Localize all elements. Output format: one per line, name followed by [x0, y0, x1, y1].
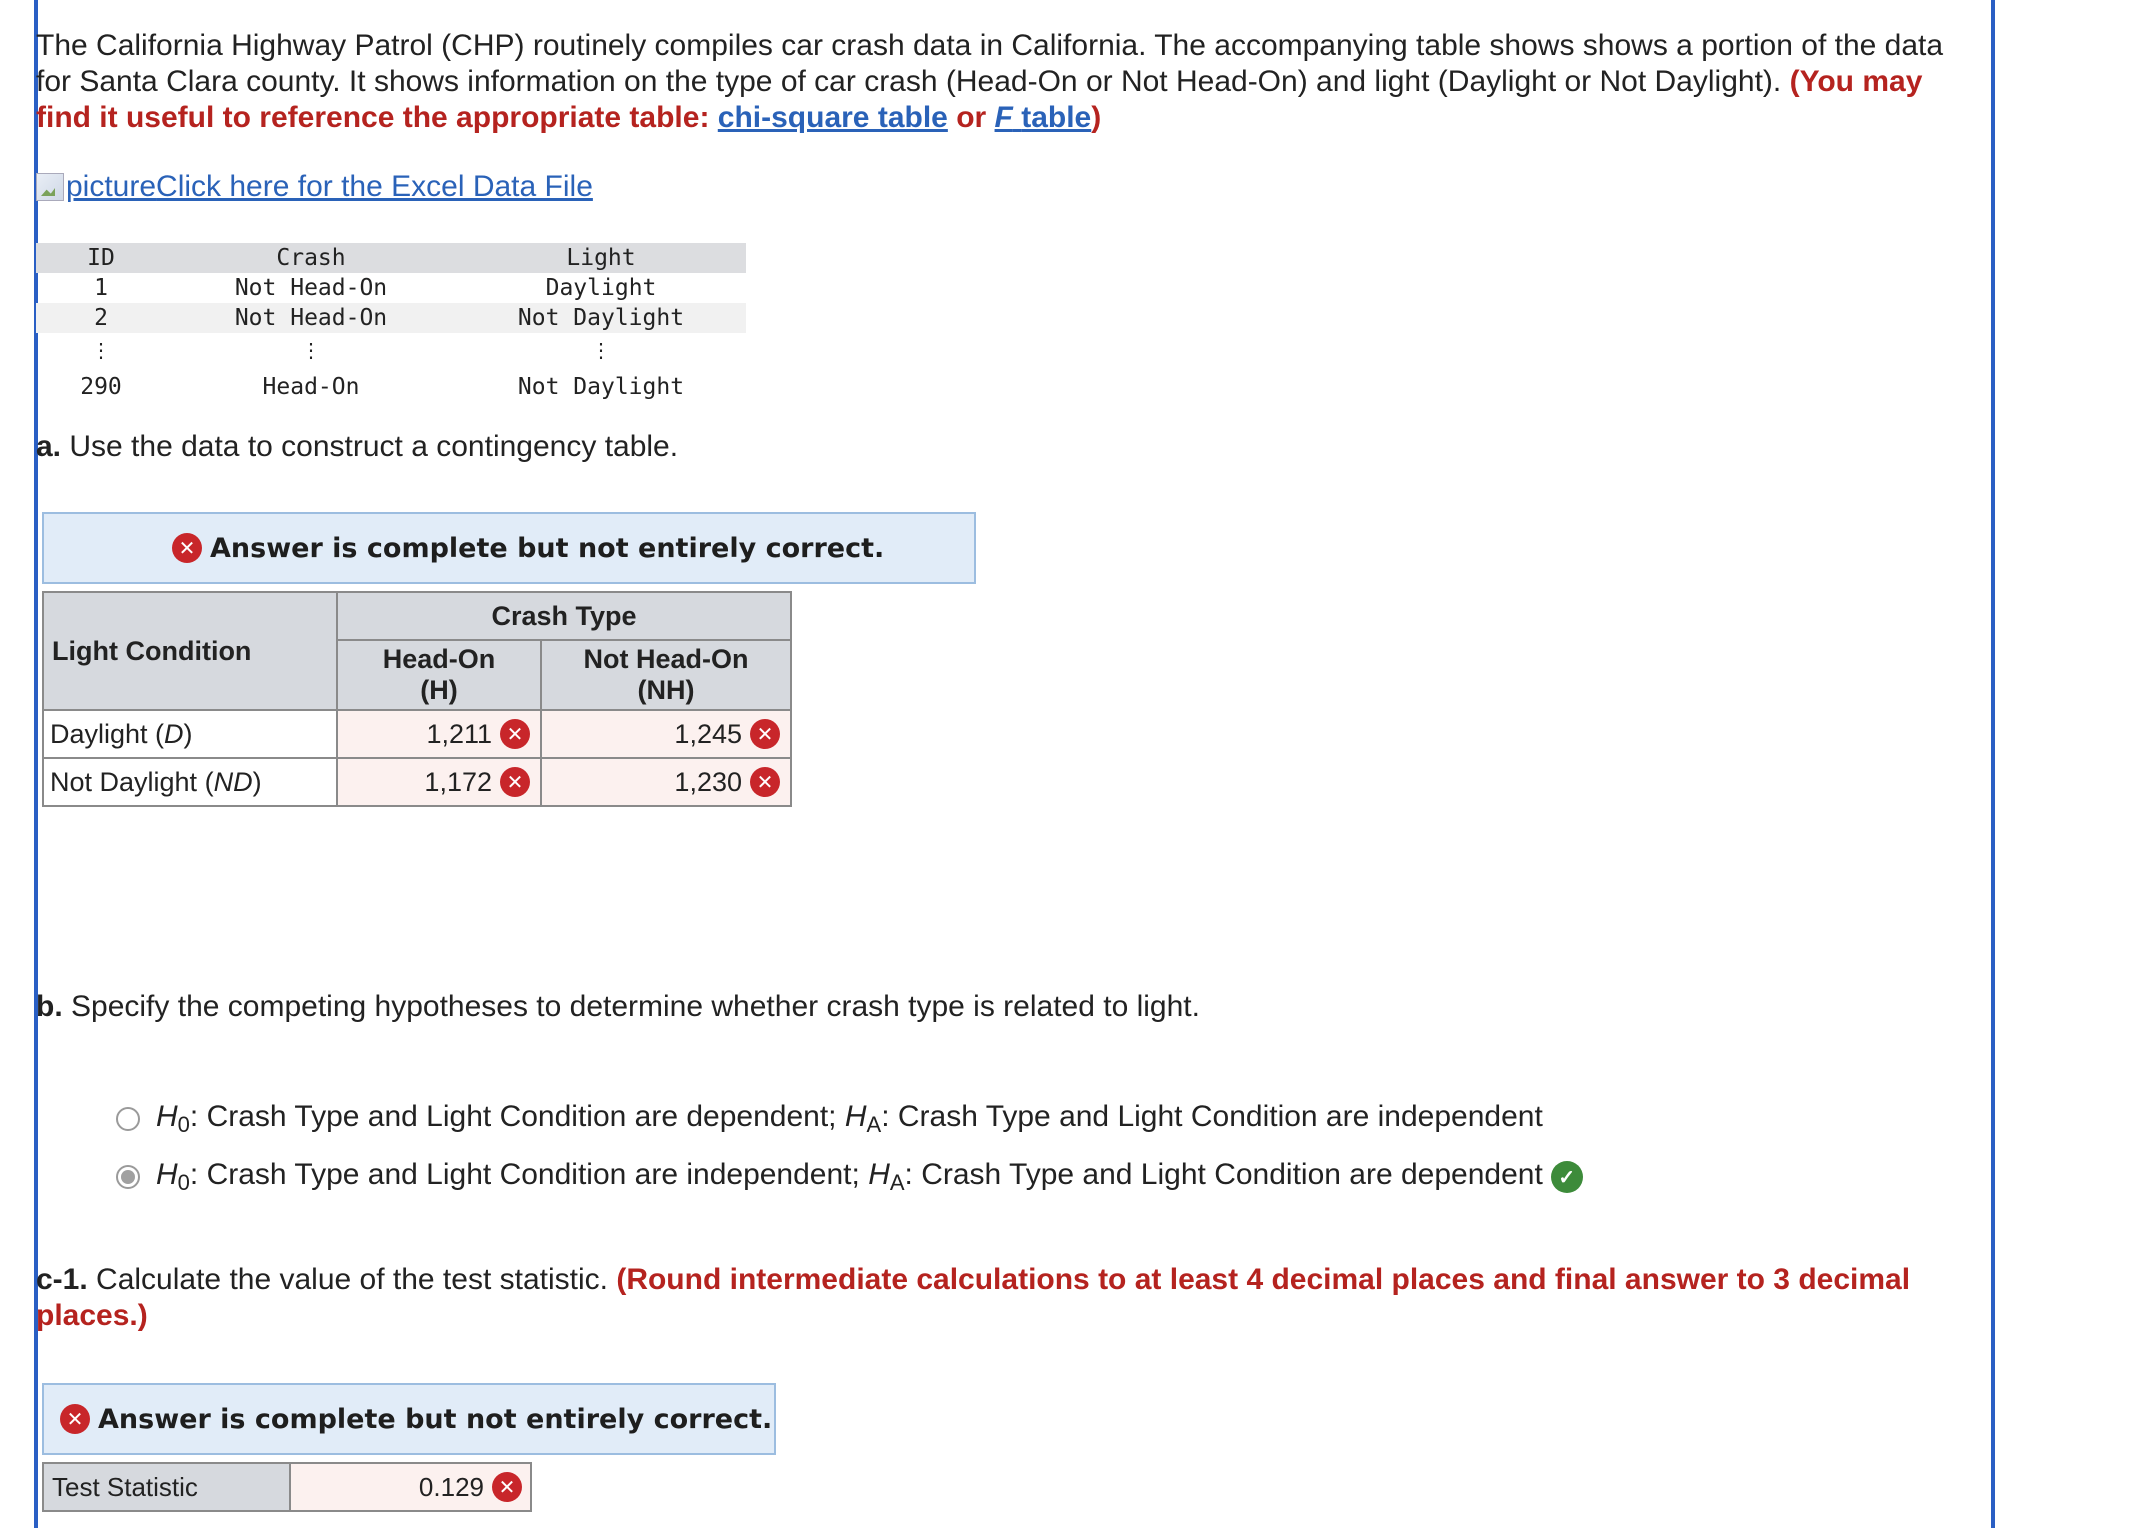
banner-text: Answer is complete but not entirely correct. [210, 532, 885, 564]
excel-link-label: Click here for the Excel Data File [156, 170, 593, 203]
not-head-on-abbr: (NH) [637, 675, 695, 705]
table-row [43, 710, 791, 758]
f-table-link-text: table [1021, 101, 1092, 134]
radio-button-selected[interactable] [116, 1165, 140, 1189]
cell-value: 1,211 [426, 718, 492, 749]
row-label-not-daylight: Not Daylight (ND) [43, 758, 337, 806]
part-c1-note: (Round intermediate calculations to at least 4 decimal places and final answer to 3 decimal places.) [36, 1263, 1911, 1332]
radio-button[interactable] [116, 1107, 140, 1131]
cell-id: 1 [94, 275, 108, 301]
answer-cell-d-h[interactable] [337, 710, 541, 758]
test-statistic-input[interactable] [290, 1463, 531, 1511]
x-circle-icon: ✕ [492, 1472, 522, 1502]
answer-cell-nd-h[interactable] [337, 758, 541, 806]
table-row [43, 758, 791, 806]
cell-id: 290 [80, 374, 122, 400]
table-row [43, 1463, 531, 1511]
cell-value: 1,245 [674, 718, 742, 749]
sample-data-table [36, 243, 746, 407]
cell-value: 1,230 [674, 766, 742, 797]
hypothesis-options [116, 1090, 1583, 1206]
intro-text: The California Highway Patrol (CHP) routinely compiles car crash data in California. The accompanying table shows shows a portion of the data for Santa Clara county. It shows information on the type of car crash (Head-On or Not Head-On) and light (Daylight or Not Daylight). [36, 29, 1944, 98]
part-c1-text: Calculate the value of the test statistic. [96, 1263, 608, 1296]
cell-crash: Not Head-On [234, 275, 388, 301]
excel-image-alt: picture [66, 170, 157, 203]
h0-subscript: 0 [177, 1170, 190, 1195]
h0-subscript: 0 [177, 1112, 190, 1137]
table-row [36, 303, 746, 333]
frame-right-border [1991, 0, 1995, 1528]
x-circle-icon: ✕ [500, 719, 530, 749]
table-row [36, 273, 746, 303]
ha-text: Crash Type and Light Condition are independent [897, 1100, 1543, 1133]
ha-symbol: H [868, 1158, 890, 1191]
table-header-row [36, 243, 746, 273]
header-crash: Crash [166, 243, 456, 273]
h0-text: Crash Type and Light Condition are independent; [206, 1158, 860, 1191]
option-text: $H_0$: Crash Type and Light Condition are dependent; $H_A$: Crash Type and Light Condition are independent [156, 1100, 1543, 1137]
header-light: Light [456, 243, 746, 273]
option-text: $H_0$: Crash Type and Light Condition are independent; $H_A$: Crash Type and Light Condition are dependent [156, 1158, 1543, 1195]
cell-crash: Head-On [262, 374, 360, 400]
cell-crash: ⋮ [301, 338, 321, 362]
test-statistic-label: Test Statistic [43, 1463, 290, 1511]
answer-cell-nd-nh[interactable] [541, 758, 791, 806]
cell-crash: Not Head-On [166, 303, 456, 333]
h0-symbol: H [156, 1100, 178, 1133]
x-circle-icon: ✕ [60, 1404, 90, 1434]
part-b-label: b. [36, 990, 63, 1023]
ha-subscript: A [889, 1170, 905, 1195]
reference-note-text: (You may find it useful to reference the appropriate table: [36, 65, 1923, 134]
x-circle-icon: ✕ [500, 767, 530, 797]
part-a-text: Use the data to construct a contingency table. [69, 430, 679, 463]
x-circle-icon: ✕ [750, 767, 780, 797]
answer-status-banner [42, 512, 976, 584]
x-circle-icon: ✕ [172, 533, 202, 563]
f-table-link[interactable] [995, 101, 1092, 134]
part-b-question [36, 990, 1200, 1024]
reference-close: ) [1091, 101, 1102, 134]
hypothesis-option-2[interactable] [116, 1148, 1583, 1206]
part-a-question [36, 430, 678, 464]
table-row-ellipsis [36, 333, 746, 367]
ha-symbol: H [844, 1100, 867, 1133]
header-id: ID [36, 243, 166, 273]
hypothesis-option-1[interactable] [116, 1090, 1583, 1148]
chi-square-table-link[interactable]: chi-square table [717, 101, 948, 134]
contingency-header-row [43, 592, 791, 640]
head-on-abbr: (H) [420, 675, 458, 705]
cell-light: Not Daylight [456, 303, 746, 333]
check-circle-icon: ✓ [1551, 1161, 1583, 1193]
row-label-text: Not Daylight [50, 766, 198, 797]
not-head-on-label: Not Head-On [583, 644, 749, 674]
reference-or: or [956, 101, 987, 134]
answer-cell-d-nh[interactable] [541, 710, 791, 758]
cell-light: ⋮ [591, 338, 611, 362]
head-on-header [337, 640, 541, 710]
excel-data-link[interactable] [36, 170, 593, 204]
ha-text: Crash Type and Light Condition are dependent [921, 1158, 1543, 1191]
broken-image-icon [36, 173, 64, 201]
h0-text: Crash Type and Light Condition are dependent; [206, 1100, 837, 1133]
test-statistic-table [42, 1462, 532, 1512]
f-table-link-f: F [994, 101, 1013, 134]
question-intro [36, 28, 1976, 136]
row-label-abbr: D [164, 718, 184, 749]
part-c1-label: c-1. [36, 1263, 88, 1296]
table-row [36, 367, 746, 407]
light-condition-header: Light Condition [43, 592, 337, 710]
cell-light: Daylight [545, 275, 657, 301]
cell-id: 2 [36, 303, 166, 333]
answer-status-banner-2 [42, 1383, 776, 1455]
part-a-label: a. [36, 430, 62, 463]
row-label-daylight: Daylight (D) [43, 710, 337, 758]
head-on-label: Head-On [382, 644, 496, 674]
x-circle-icon: ✕ [750, 719, 780, 749]
contingency-table [42, 591, 792, 807]
part-c1-question [36, 1262, 1936, 1334]
test-statistic-value: 0.129 [418, 1471, 484, 1502]
cell-id: ⋮ [91, 338, 111, 362]
row-label-text: Daylight [50, 718, 148, 749]
ha-subscript: A [866, 1112, 882, 1137]
banner-text: Answer is complete but not entirely correct. [98, 1403, 773, 1435]
h0-symbol: H [156, 1158, 178, 1191]
cell-value: 1,172 [424, 766, 492, 797]
not-head-on-header [541, 640, 791, 710]
part-b-text: Specify the competing hypotheses to determine whether crash type is related to light. [71, 990, 1200, 1023]
crash-type-header: Crash Type [337, 592, 791, 640]
row-label-abbr: ND [213, 766, 253, 797]
cell-light: Not Daylight [517, 374, 685, 400]
